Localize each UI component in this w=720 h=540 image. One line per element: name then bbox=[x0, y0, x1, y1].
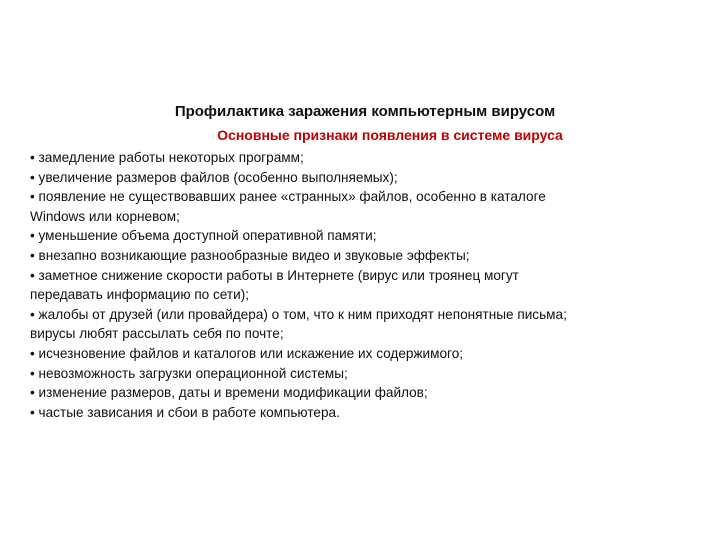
list-line: • замедление работы некоторых программ; bbox=[30, 150, 304, 165]
list-line: • заметное снижение скорости работы в Интернете (вирус или троянец могут bbox=[30, 267, 519, 283]
list-line: • уменьшение объема доступной оперативной памяти; bbox=[30, 228, 377, 244]
list-line: вирусы любят рассылать себя по почте; bbox=[30, 326, 284, 342]
list-line: • исчезновение файлов и каталогов или искажение их содержимого; bbox=[30, 345, 464, 361]
slide-subtitle: Основные признаки появления в системе вируса bbox=[217, 127, 563, 143]
list-line: • изменение размеров, даты и времени модификации файлов; bbox=[30, 385, 428, 401]
symptom-list bbox=[30, 148, 695, 422]
list-line: • внезапно возникающие разнообразные видео и звуковые эффекты; bbox=[30, 247, 470, 263]
slide-title: Профилактика заражения компьютерным вирусом bbox=[174, 103, 556, 120]
list-line: • жалобы от друзей (или провайдера) о том, что к ним приходят непонятные письма; bbox=[30, 306, 567, 322]
list-line: • невозможность загрузки операционной системы; bbox=[30, 365, 348, 381]
list-line: • появление не существовавших ранее «странных» файлов, особенно в каталоге bbox=[30, 189, 546, 205]
list-line: передавать информацию по сети); bbox=[30, 287, 250, 303]
list-line: • частые зависания и сбои в работе компьютера. bbox=[30, 404, 340, 420]
list-line: • увеличение размеров файлов (особенно выполняемых); bbox=[30, 169, 398, 185]
list-line: Windows или корневом; bbox=[30, 208, 180, 224]
